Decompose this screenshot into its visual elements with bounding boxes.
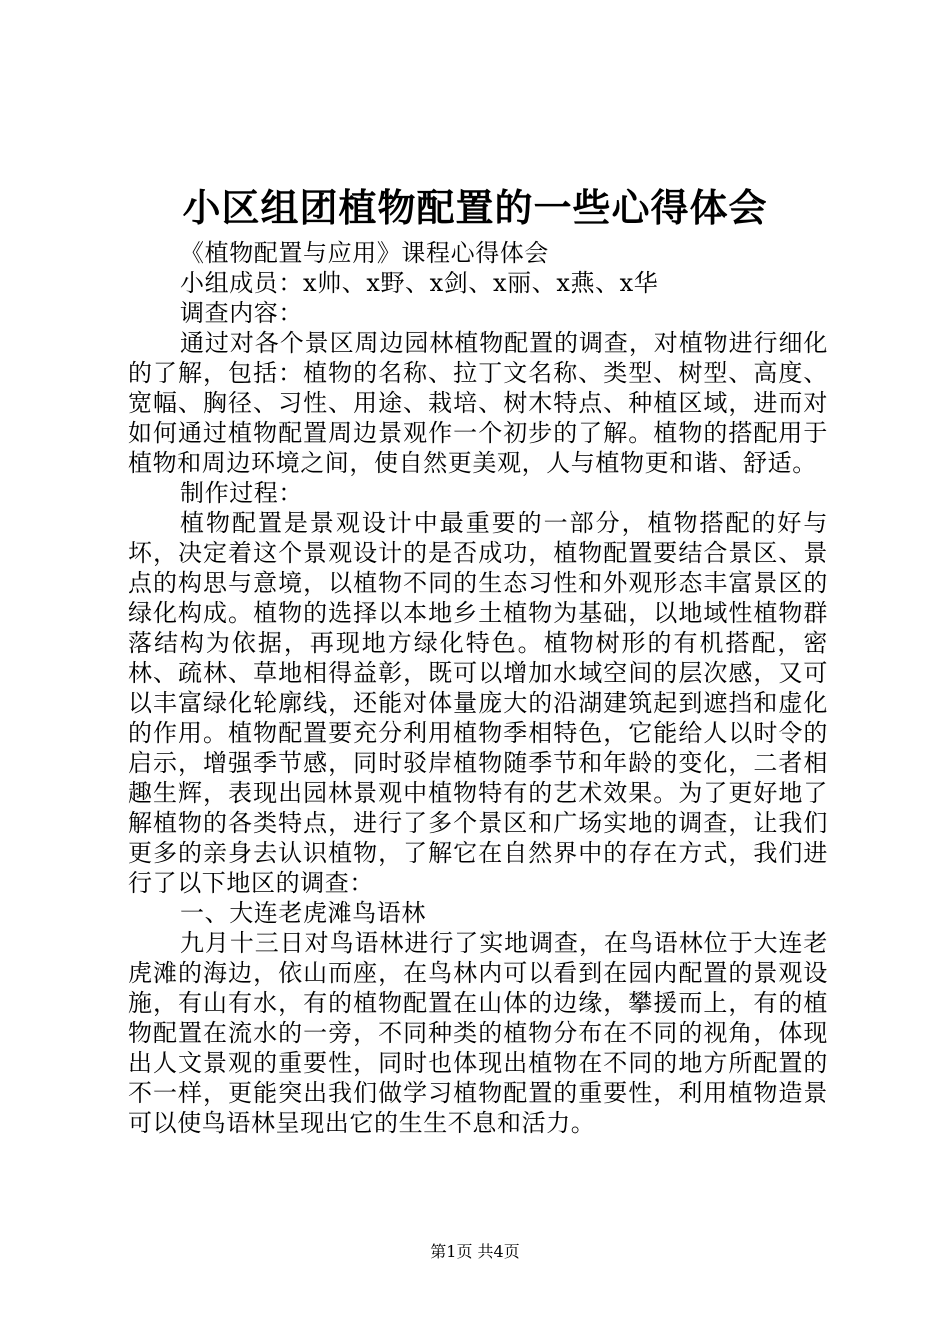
document-title: 小区组团植物配置的一些心得体会 [182, 186, 768, 230]
paragraph-section-content: 九月十三日对鸟语林进行了实地调查，在鸟语林位于大连老虎滩的海边，依山而座，在鸟林内可以看到在园内配置的景观设施，有山有水，有的植物配置在山体的边缘，攀援而上，有的植物配置在流水的一旁，不同种类的植物分布在不同的视角，体现出人文景观的重要性，同时也体现出植物在不同的地方所配置的不一样，更能突出我们做学习植物配置的重要性，利用植物造景可以使鸟语林呈现出它的生生不息和活力。 [128, 929, 828, 1137]
paragraph-process-heading: 制作过程： [180, 479, 303, 507]
paragraph-course-heading: 《植物配置与应用》课程心得体会 [180, 239, 549, 267]
paragraph-survey-heading: 调查内容： [180, 299, 303, 327]
page-number-footer: 第1页 共4页 [430, 1242, 520, 1261]
paragraph-survey-content: 通过对各个景区周边园林植物配置的调查，对植物进行细化的了解，包括：植物的名称、拉丁文名称、类型、树型、高度、宽幅、胸径、习性、用途、栽培、树木特点、种植区域，进而对如何通过植物配置周边景观作一个初步的了解。植物的搭配用于植物和周边环境之间，使自然更美观，人与植物更和谐、舒适。 [128, 329, 828, 477]
paragraph-section-heading: 一、大连老虎滩鸟语林 [180, 899, 426, 927]
paragraph-group-members: 小组成员：x帅、x野、x剑、x丽、x燕、x华 [180, 269, 659, 297]
document-body [128, 238, 828, 1138]
paragraph-process-content: 植物配置是景观设计中最重要的一部分，植物搭配的好与坏，决定着这个景观设计的是否成功，植物配置要结合景区、景点的构思与意境，以植物不同的生态习性和外观形态丰富景区的绿化构成。植物的选择以本地乡土植物为基础，以地域性植物群落结构为依据，再现地方绿化特色。植物树形的有机搭配，密林、疏林、草地相得益彰，既可以增加水域空间的层次感，又可以丰富绿化轮廓线，还能对体量庞大的沿湖建筑起到遮挡和虚化的作用。植物配置要充分利用植物季相特色，它能给人以时令的启示，增强季节感，同时驳岸植物随季节和年龄的变化，二者相趣生辉，表现出园林景观中植物特有的艺术效果。为了更好地了解植物的各类特点，进行了多个景区和广场实地的调查，让我们更多的亲身去认识植物，了解它在自然界中的存在方式，我们进行了以下地区的调查： [128, 509, 828, 897]
